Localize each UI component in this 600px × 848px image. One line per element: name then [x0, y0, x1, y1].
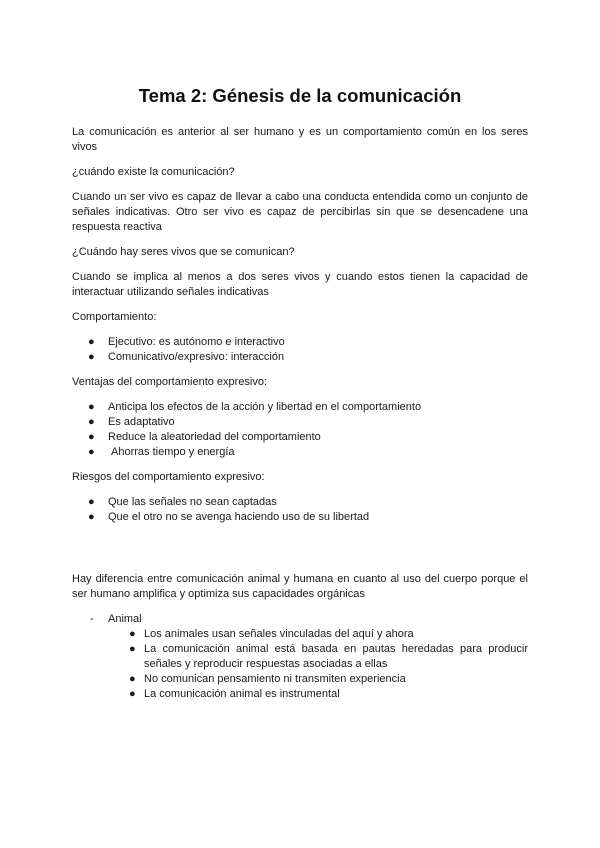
bullet-icon: ●	[88, 446, 95, 458]
list-item: ● Los animales usan señales vinculadas del aquí y ahora	[129, 628, 414, 640]
list-item: ● No comunican pensamiento ni transmiten experiencia	[129, 673, 406, 685]
answer-when-communication: Cuando un ser vivo es capaz de llevar a cabo una conducta entendida como un conjunto de señales indicativas. Otro ser vivo es capaz de percibirlas sin que se desencadene una respuesta reactiva	[72, 191, 528, 233]
animal-section	[72, 612, 528, 702]
bullet-icon: ●	[129, 688, 136, 700]
list-item: ● Ahorras tiempo y energía	[88, 446, 235, 458]
list-item	[72, 612, 528, 702]
question-when-communication: ¿cuándo existe la comunicación?	[72, 166, 235, 178]
bullet-icon: ●	[88, 431, 95, 443]
spacer	[72, 535, 528, 572]
list-item: ● La comunicación animal está basada en pautas heredadas para producir señales y reproducir respuestas asociadas a ellas	[129, 643, 528, 670]
ventajas-heading: Ventajas del comportamiento expresivo:	[72, 376, 268, 388]
list-item: ● Que las señales no sean captadas	[88, 496, 277, 508]
list-item: ● La comunicación animal es instrumental	[129, 688, 340, 700]
comportamiento-list	[72, 335, 528, 365]
animal-human-paragraph: Hay diferencia entre comunicación animal y humana en cuanto al uso del cuerpo porque el ser humano amplifica y optimiza sus capacidades orgánicas	[72, 573, 528, 600]
comportamiento-heading: Comportamiento:	[72, 311, 157, 323]
bullet-icon: ●	[129, 643, 136, 655]
list-item: ● Es adaptativo	[88, 416, 175, 428]
list-item: ● Anticipa los efectos de la acción y libertad en el comportamiento	[88, 401, 422, 413]
animal-label: Animal	[108, 613, 142, 625]
list-item: ● Que el otro no se avenga haciendo uso de su libertad	[88, 511, 370, 523]
bullet-icon: ●	[129, 673, 136, 685]
bullet-icon: ●	[88, 401, 95, 413]
riesgos-heading: Riesgos del comportamiento expresivo:	[72, 471, 265, 483]
intro-paragraph: La comunicación es anterior al ser humano y es un comportamiento común en los seres vivos	[72, 126, 528, 153]
bullet-icon: ●	[88, 351, 95, 363]
list-item: ● Comunicativo/expresivo: interacción	[88, 351, 285, 363]
list-item: ● Reduce la aleatoriedad del comportamiento	[88, 431, 321, 443]
question-when-communicate: ¿Cuándo hay seres vivos que se comunican?	[72, 246, 295, 258]
riesgos-list	[72, 495, 528, 525]
bullet-icon: ●	[88, 416, 95, 428]
bullet-icon: ●	[88, 336, 95, 348]
animal-list	[108, 627, 528, 702]
bullet-icon: ●	[88, 511, 95, 523]
page-title: Tema 2: Génesis de la comunicación	[138, 85, 462, 106]
dash-icon: -	[90, 613, 94, 625]
bullet-icon: ●	[129, 628, 136, 640]
list-item: ● Ejecutivo: es autónomo e interactivo	[88, 336, 285, 348]
ventajas-list	[72, 400, 528, 460]
answer-when-communicate: Cuando se implica al menos a dos seres vivos y cuando estos tienen la capacidad de interactuar utilizando señales indicativas	[72, 271, 528, 298]
bullet-icon: ●	[88, 496, 95, 508]
